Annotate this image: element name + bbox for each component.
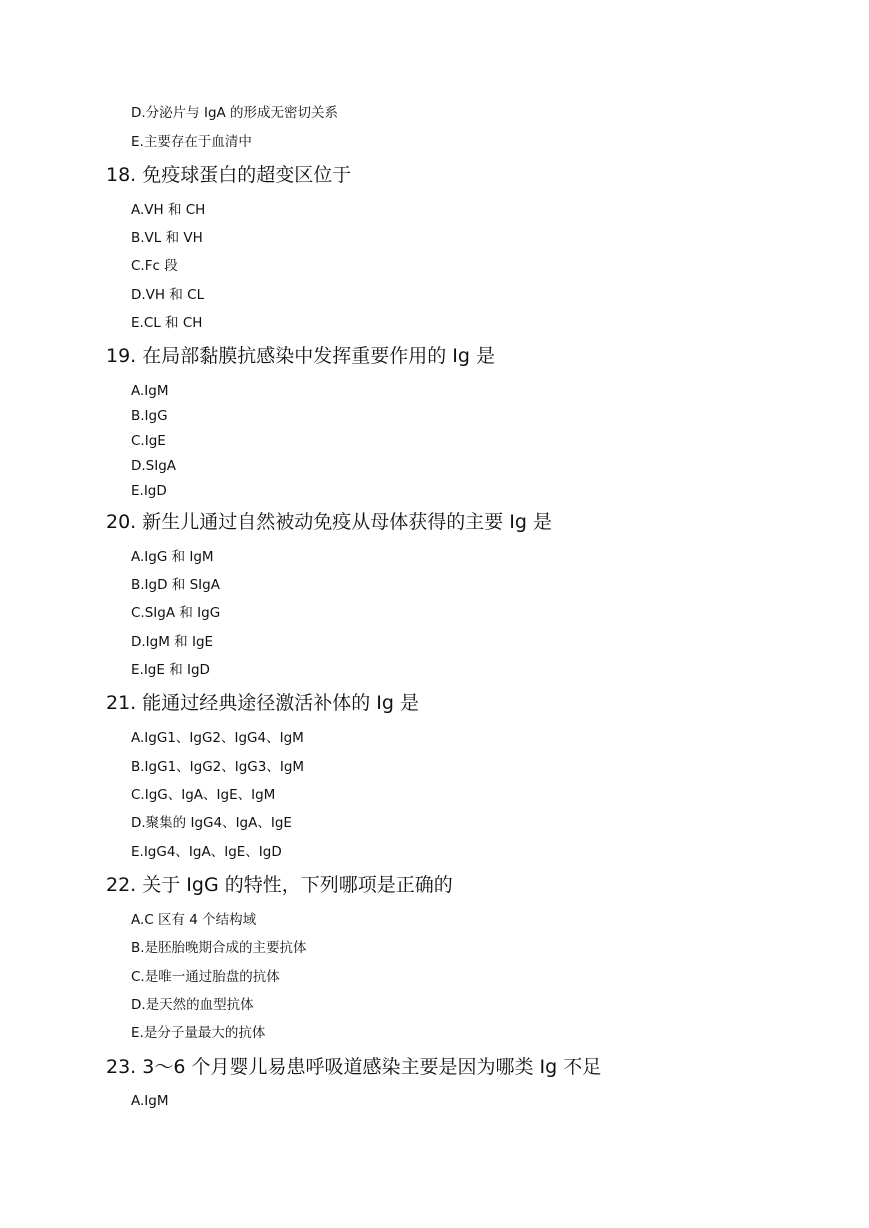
option-item: D.聚集的 IgG4、IgA、IgE [131, 815, 292, 831]
option-item: C.是唯一通过胎盘的抗体 [131, 969, 280, 985]
option-item: B.IgG [131, 408, 168, 424]
option-item: E.主要存在于血清中 [131, 134, 252, 150]
option-item: B.VL 和 VH [131, 230, 203, 246]
option-item: E.是分子量最大的抗体 [131, 1025, 266, 1041]
option-item: D.分泌片与 IgA 的形成无密切关系 [131, 105, 339, 121]
option-item: E.CL 和 CH [131, 315, 203, 331]
question-title: 22. 关于 IgG 的特性，下列哪项是正确的 [106, 874, 453, 896]
option-item: A.C 区有 4 个结构域 [131, 912, 257, 928]
option-item: D.是天然的血型抗体 [131, 997, 254, 1013]
option-item: B.IgG1、IgG2、IgG3、IgM [131, 759, 305, 775]
question-title: 20. 新生儿通过自然被动免疫从母体获得的主要 Ig 是 [106, 511, 553, 533]
option-item: A.VH 和 CH [131, 202, 206, 218]
option-item: C.IgG、IgA、IgE、IgM [131, 787, 276, 803]
option-item: D.SIgA [131, 458, 177, 474]
option-item: C.Fc 段 [131, 258, 178, 274]
question-title: 23. 3～6 个月婴儿易患呼吸道感染主要是因为哪类 Ig 不足 [106, 1056, 602, 1078]
option-item: B.IgD 和 SIgA [131, 577, 220, 593]
question-title: 18. 免疫球蛋白的超变区位于 [106, 164, 352, 186]
option-item: C.IgE [131, 433, 166, 449]
option-item: E.IgD [131, 483, 167, 499]
option-item: A.IgM [131, 1093, 169, 1109]
option-item: A.IgG1、IgG2、IgG4、IgM [131, 730, 304, 746]
option-item: D.VH 和 CL [131, 287, 205, 303]
question-title: 19. 在局部黏膜抗感染中发挥重要作用的 Ig 是 [106, 345, 496, 367]
option-item: E.IgG4、IgA、IgE、IgD [131, 844, 282, 860]
option-item: B.是胚胎晚期合成的主要抗体 [131, 940, 307, 956]
option-item: C.SIgA 和 IgG [131, 605, 221, 621]
option-item: A.IgM [131, 383, 169, 399]
question-title: 21. 能通过经典途径激活补体的 Ig 是 [106, 692, 419, 714]
option-item: A.IgG 和 IgM [131, 549, 214, 565]
option-item: E.IgE 和 IgD [131, 662, 210, 678]
option-item: D.IgM 和 IgE [131, 634, 214, 650]
